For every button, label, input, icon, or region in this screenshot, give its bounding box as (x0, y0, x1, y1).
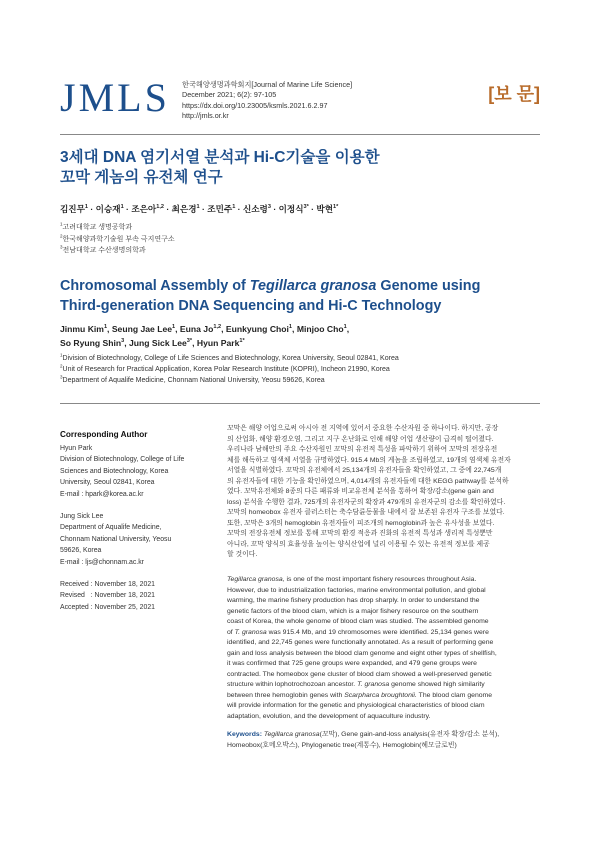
abstract-en-line (227, 680, 540, 691)
abstract-kr-line: 꼬막은 해양 어업으로써 아시아 전 지역에 있어서 중요한 수산자원 중 하나이다. 하지만, 공장 (227, 425, 499, 432)
affiliation-text: 전남대학교 수산생명의학과 (62, 247, 146, 254)
received-date: Received : November 18, 2021 (60, 581, 155, 589)
abstract-text: is one of the most important fishery resources throughout Asia. (284, 576, 477, 583)
journal-info-line: 한국해양생명과학회지[Journal of Marine Life Science] (182, 80, 353, 89)
abstract-kr-line: 할 것이다. (227, 551, 258, 558)
abstract-english (227, 575, 540, 722)
author-sup: 1 (84, 204, 89, 211)
affiliation-sup: 2 (60, 233, 63, 239)
author-kr: 이정식 (278, 204, 304, 214)
species-name: T. granosa (357, 681, 390, 688)
author-sup: 1,2 (156, 204, 164, 211)
affiliation-sup: 3 (60, 374, 63, 380)
author-kr: 최은경 (171, 204, 197, 214)
author-sup: 1 (172, 324, 176, 331)
title-english (60, 276, 480, 316)
corresponding-author-sidebar (60, 443, 200, 613)
authors-korean: 김진무$^1$ · 이승재$^1$ · 조은아$^{1,2}$ · 최은경$^1$ · 조민주$^1$ · 신소령$^3$ · 이정식$^{3*}$ · 박현$^{1*}$ (60, 204, 339, 214)
affiliation-sup: 1 (60, 221, 63, 227)
journal-info-line: December 2021; 6(2): 97-105 (182, 90, 277, 100)
title-species: Tegillarca granosa (249, 278, 377, 294)
keywords-line2: Homeobox(호메오박스), Phylogenetic tree(계통수), Hemoglobin(헤모글로빈) (227, 741, 457, 749)
author-sup: 3 (121, 338, 125, 345)
abstract-text: was 915.4 Mb, and 19 chromosomes were identified. 25,134 genes were (266, 628, 489, 636)
title-korean-line: 3세대 DNA 염기서열 분석과 Hi-C기술을 이용한 (60, 149, 380, 166)
spacer (60, 568, 200, 579)
corr-author-name: Hyun Park (60, 445, 93, 452)
journal-logo: JMLS (60, 75, 170, 120)
author-sup: 3* (186, 338, 193, 345)
abstract-text: of (227, 628, 235, 636)
species-name: T. granosa (234, 628, 267, 636)
authors-english (60, 322, 349, 350)
author-en: Jinmu Kim (60, 324, 104, 334)
abstract-kr-line: 꼬막의 전장유전체 정보를 통해 꼬막의 환경 적응과 진화의 유전적 특성과 생리적 특성뿐만 (227, 530, 493, 537)
corr-author-name: Jung Sick Lee (60, 513, 104, 521)
affiliations-korean (60, 222, 175, 257)
author-en: Seung Jae Lee (111, 324, 173, 334)
affiliations-english (60, 353, 399, 386)
abstract-kr-line: 의 산업화, 해양 환경오염, 그리고 지구 온난화로 인해 해양 어업 생산량이 급격히 떨어졌다. (227, 435, 494, 443)
corr-author-line: Chonnam National University, Yeosu (60, 535, 172, 543)
affiliation-en (60, 353, 399, 364)
journal-doi-link[interactable]: https://dx.doi.org/10.23005/ksmls.2021.6.2.97 (182, 100, 328, 110)
abstract-text: between three hemoglobin genes with (227, 691, 345, 699)
abstract-kr-line: 체를 해독하고 염색체 서열을 규명하였다. 915.4 Mb의 게놈을 조립하였고, 19개의 염색체 유전자 (227, 456, 511, 464)
author-en: Hyun Park (196, 338, 240, 348)
affiliation-text: Division of Biotechnology, College of Life Sciences and Biotechnology, Korea University, Seoul 02841, Korea (62, 355, 399, 362)
keyword-species: Tegillarca granosa (263, 731, 320, 738)
abstract-kr-line: 였다. 꼬막유전체와 8종의 다른 패류와 비교유전체 분석을 통하여 확장/감소(gene gain and (227, 488, 494, 495)
abstract-kr-line: 우리나라 남해안의 주요 수산자원인 꼬막의 유전적 특성을 파악하기 위하여 꼬막의 전장유전 (227, 446, 498, 453)
abstract-en-line: adaptation, evolution, and the development of aquaculture industry. (227, 712, 431, 720)
body-divider (60, 403, 540, 404)
corr-author-line: Department of Aqualife Medicine, (60, 524, 162, 532)
author-sup: 1 (288, 324, 293, 331)
author-sup: 1,2 (213, 324, 222, 331)
affiliation-en (60, 375, 399, 386)
author-en: Jung Sick Lee (129, 338, 187, 348)
abstract-text: structure within lophotrochozoan ancestor. (227, 681, 358, 688)
author-sup: 1 (343, 324, 347, 331)
authors-en-line1: Jinmu Kim$^1$, Seung Jae Lee$^1$, Euna Jo$^{1,2}$, Eunkyung Choi$^1$, Minjoo Cho$^1$, (60, 324, 350, 334)
affiliation-sup: 1 (60, 352, 63, 358)
species-name: Tegillarca granosa, (227, 576, 285, 583)
title-text: Genome using (376, 278, 481, 294)
header-divider (60, 134, 540, 135)
author-kr: 이승재 (95, 204, 121, 214)
author-en: Euna Jo (179, 324, 214, 334)
abstract-korean (227, 424, 540, 561)
author-kr: 김진무 (60, 204, 85, 214)
author-sup: 1* (333, 204, 339, 211)
abstract-en-line (227, 575, 540, 586)
revised-date: Revised : November 18, 2021 (60, 592, 155, 600)
affiliation-sup: 3 (60, 244, 63, 250)
abstract-text: The blood clam genome (416, 691, 493, 699)
corresponding-author-heading: Corresponding Author (60, 430, 148, 439)
affiliation-en (60, 364, 399, 375)
keywords-text: (꼬막), Gene gain-and-loss analysis(유전자 확장/감소 분석), (319, 731, 500, 738)
author-en: So Ryung Shin (60, 338, 122, 348)
abstract-kr-line: 서열을 식별하였다. 꼬막의 유전체에서 25,134개의 유전자들을 확인하였고, 그 중에 22,745개 (227, 467, 502, 474)
article-type-label: [보 문] (488, 84, 540, 104)
affiliation-text: Unit of Research for Practical Application, Korea Polar Research Institute (KOPRI), Incheon 21990, Korea (62, 366, 390, 373)
author-kr: 박현 (316, 204, 334, 214)
corr-author-line: Division of Biotechnology, College of Life (60, 456, 185, 464)
journal-url-link[interactable]: http://jmls.or.kr (182, 110, 229, 120)
author-sup: 1 (120, 204, 124, 211)
authors-en-line2: So Ryung Shin$^3$, Jung Sick Lee$^{3*}$, Hyun Park$^{1*}$ (60, 338, 245, 348)
affiliation-sup: 2 (60, 363, 63, 369)
abstract-kr-line: 또한, 꼬막은 3개의 hemoglobin 유전자들이 피조개의 hemoglobin과 높은 유사성을 보였다. (227, 519, 495, 527)
abstract-en-line: it was confirmed that 725 gene groups were expanded, and 479 gene groups were (227, 660, 477, 667)
author-sup: 1 (196, 204, 200, 211)
affiliation-text: 고려대학교 생명공학과 (62, 224, 133, 231)
affiliation-kr (60, 245, 175, 257)
spacer (60, 500, 200, 511)
species-name: Scarpharca broughtonii. (344, 691, 417, 699)
abstract-en-line (227, 628, 540, 639)
abstract-en-line: genetic factors of the blood clam, which is a major fishery resource on the southern (227, 607, 479, 615)
abstract-en-line: warming, the marine fishery production has drop sharply. In order to understand the (227, 597, 480, 604)
author-kr: 신소령 (242, 204, 268, 214)
affiliation-kr (60, 234, 175, 246)
abstract-kr-line: 아니라, 꼬막 양식의 효율성을 높이는 양식산업에 널리 이용될 수 있는 유전적 정보를 제공 (227, 540, 490, 548)
title-korean-line: 꼬막 게놈의 유전체 연구 (60, 169, 223, 186)
corr-author-line: Sciences and Biotechnology, Korea (60, 467, 169, 475)
corr-author-line: University, Seoul 02841, Korea (60, 479, 155, 487)
author-en: Eunkyung Choi (225, 324, 289, 334)
abstract-kr-line: loss) 분석을 수행한 결과, 725개의 유전자군의 확장과 479개의 유전자군의 감소를 확인하였다. (227, 498, 506, 506)
title-english-line2: Third-generation DNA Sequencing and Hi-C Technology (60, 298, 442, 314)
abstract-text: genome showed high similarity (389, 681, 485, 688)
author-sup: 1 (103, 324, 108, 331)
accepted-date: Accepted : November 25, 2021 (60, 603, 155, 611)
author-sup: 3 (267, 204, 271, 211)
abstract-en-line: gain and loss analysis between the blood clam genome and eight other types of shellfish, (227, 649, 497, 657)
affiliation-kr (60, 222, 175, 234)
abstract-en-line: However, due to industrialization factories, marine environmental pollution, and global (227, 586, 486, 594)
keywords-line1 (227, 730, 540, 741)
corr-author-line: 59626, Korea (60, 547, 102, 555)
author-sup: 3* (303, 204, 309, 211)
abstract-en-line (227, 691, 540, 702)
journal-info (182, 80, 352, 121)
title-korean (60, 148, 380, 188)
keywords (227, 730, 540, 751)
abstract-kr-line: 의 유전자들에 대한 기능을 확인하였으며, 4,014개의 유전자들에 대한 KEGG pathway를 분석하 (227, 477, 509, 485)
author-kr: 조민주 (207, 204, 233, 214)
author-kr: 조은아 (131, 204, 157, 214)
author-sup: 1 (232, 204, 236, 211)
title-text: Chromosomal Assembly of (60, 278, 250, 294)
author-en: Minjoo Cho (296, 324, 344, 334)
corr-author-email[interactable]: E-mail : hpark@korea.ac.kr (60, 490, 144, 498)
abstract-kr-line: 꼬막의 homeobox 유전자 클러스터는 축수담륜동물을 내에서 잘 보존된 유전자 구조를 보였다. (227, 509, 505, 516)
keywords-label: Keywords: (227, 731, 262, 738)
title-english-line1 (60, 276, 480, 296)
abstract-en-line: will provide information for the genetic and physiological characteristics of blood clam (227, 702, 485, 709)
corr-author-email[interactable]: E-mail : ljs@chonnam.ac.kr (60, 558, 144, 566)
affiliation-text: 한국해양과학기술원 부속 극지연구소 (62, 235, 175, 243)
author-sup: 1* (239, 338, 245, 345)
abstract-en-line: identified, and 22,745 genes were functionally annotated. As a result of performing gene (227, 639, 494, 646)
abstract-en-line: coast of Korea, the whole genome of blood clam was studied. The assembled genome (227, 618, 489, 625)
affiliation-text: Department of Aqualife Medicine, Chonnam National University, Yeosu 59626, Korea (62, 377, 325, 384)
abstract-en-line: contracted. The homeobox gene cluster of blood clam showed a well-preserved genetic (227, 670, 492, 678)
